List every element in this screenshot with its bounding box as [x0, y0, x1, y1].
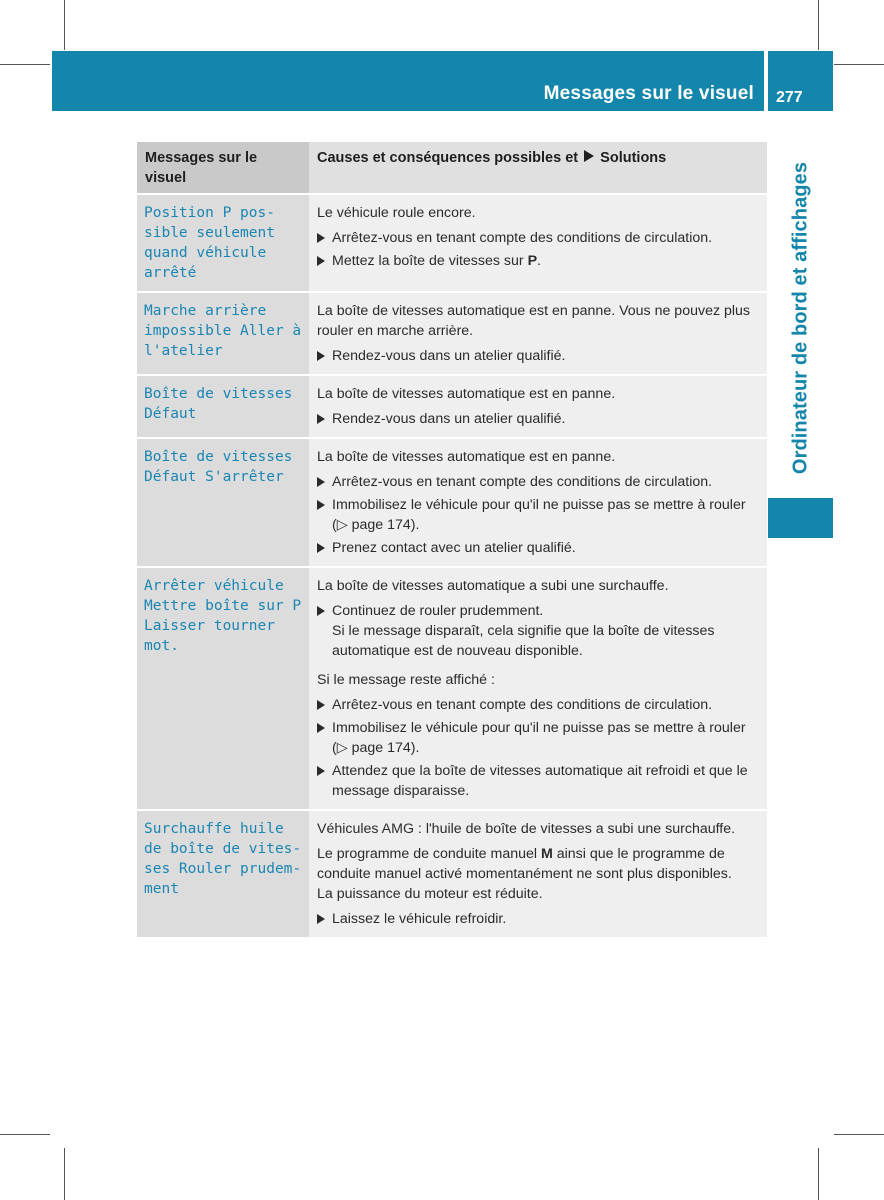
cause-text: Le programme de conduite manuel M ainsi que le programme de conduite manuel activé momentanément ne sont plus disponibles. La puissance du moteur est réduite. — [317, 846, 732, 902]
header-causes — [309, 142, 767, 194]
note-text: Si le message reste affiché : — [317, 672, 495, 688]
message-line: mot. — [144, 638, 179, 654]
message-line: ment — [144, 881, 179, 897]
solution-step: Arrêtez-vous en tenant compte des conditions de circulation. — [317, 472, 761, 492]
message-line: quand véhicule — [144, 245, 267, 261]
step-arrow-icon — [317, 414, 325, 424]
message-line: Défaut — [144, 406, 197, 422]
solution-step: Mettez la boîte de vitesses sur P. — [317, 251, 761, 271]
crop-mark — [0, 1134, 50, 1135]
step-arrow-icon — [317, 606, 325, 616]
table-row — [137, 292, 767, 375]
table-header-row — [137, 142, 767, 194]
message-line: Surchauffe huile — [144, 821, 284, 837]
message-line: Laisser tourner — [144, 618, 275, 634]
cause-cell — [309, 375, 767, 438]
cause-text: Véhicules AMG : l'huile de boîte de vitesses a subi une surchauffe. — [317, 821, 736, 837]
message-line: Marche arrière — [144, 303, 267, 319]
crop-mark — [64, 1148, 65, 1200]
solution-step: Rendez-vous dans un atelier qualifié. — [317, 409, 761, 429]
cause-cell — [309, 438, 767, 567]
solution-step: Continuez de rouler prudemment. Si le message disparaît, cela signifie que la boîte de vitesses automatique est de nouveau disponible. — [317, 601, 761, 661]
display-message — [137, 292, 309, 375]
message-line: ses Rouler prudem- — [144, 861, 302, 877]
header-solutions-label: Solutions — [600, 150, 667, 166]
solution-step: Immobilisez le véhicule pour qu'il ne puisse pas se mettre à rouler (▷ page 174). — [317, 718, 761, 758]
step-arrow-icon — [317, 233, 325, 243]
display-message — [137, 567, 309, 810]
arrow-right-icon — [584, 150, 594, 162]
solution-step: Rendez-vous dans un atelier qualifié. — [317, 346, 761, 366]
cause-cell — [309, 194, 767, 292]
solution-step: Attendez que la boîte de vitesses automatique ait refroidi et que le message disparaisse. — [317, 761, 761, 801]
header-bar — [52, 51, 764, 111]
page-title: Messages sur le visuel — [543, 83, 754, 104]
display-message — [137, 810, 309, 937]
crop-mark — [0, 64, 50, 65]
cause-text: La boîte de vitesses automatique est en panne. — [317, 386, 616, 402]
crop-mark — [818, 1148, 819, 1200]
step-arrow-icon — [317, 500, 325, 510]
message-line: impossible Aller à — [144, 323, 302, 339]
header-messages: Messages sur le visuel — [137, 142, 309, 194]
cause-text: La boîte de vitesses automatique est en panne. Vous ne pouvez plus rouler en marche arrière. — [317, 303, 751, 339]
step-arrow-icon — [317, 766, 325, 776]
message-line: Boîte de vitesses — [144, 449, 293, 465]
solution-step: Arrêtez-vous en tenant compte des conditions de circulation. — [317, 695, 761, 715]
cause-text: La boîte de vitesses automatique est en panne. — [317, 449, 616, 465]
step-arrow-icon — [317, 914, 325, 924]
message-line: Défaut S'arrêter — [144, 469, 284, 485]
solution-step: Prenez contact avec un atelier qualifié. — [317, 538, 761, 558]
side-chapter-tab — [768, 140, 833, 495]
message-line: Arrêter véhicule — [144, 578, 284, 594]
cause-cell — [309, 567, 767, 810]
step-arrow-icon — [317, 723, 325, 733]
crop-mark — [834, 1134, 884, 1135]
page-number: 277 — [776, 89, 803, 106]
crop-mark — [834, 64, 884, 65]
table-row — [137, 567, 767, 810]
display-message — [137, 194, 309, 292]
table-row — [137, 375, 767, 438]
message-line: Mettre boîte sur P — [144, 598, 302, 614]
table-row — [137, 438, 767, 567]
chapter-label: Ordinateur de bord et affichages — [789, 161, 811, 474]
messages-table — [137, 142, 767, 937]
step-arrow-icon — [317, 477, 325, 487]
step-arrow-icon — [317, 700, 325, 710]
message-line: Boîte de vitesses — [144, 386, 293, 402]
message-line: de boîte de vites- — [144, 841, 302, 857]
crop-mark — [818, 0, 819, 50]
step-arrow-icon — [317, 256, 325, 266]
step-arrow-icon — [317, 543, 325, 553]
chapter-marker-block — [768, 498, 833, 538]
header-causes-label: Causes et conséquences possibles et — [317, 150, 579, 166]
solution-step: Immobilisez le véhicule pour qu'il ne puisse pas se mettre à rouler (▷ page 174). — [317, 495, 761, 535]
page-number-box — [768, 51, 833, 111]
cause-cell — [309, 292, 767, 375]
crop-mark — [64, 0, 65, 50]
solution-step: Laissez le véhicule refroidir. — [317, 909, 761, 929]
message-line: Position P pos- — [144, 205, 275, 221]
message-line: sible seulement — [144, 225, 275, 241]
table-row — [137, 810, 767, 937]
table-row — [137, 194, 767, 292]
cause-text: La boîte de vitesses automatique a subi une surchauffe. — [317, 578, 669, 594]
solution-step: Arrêtez-vous en tenant compte des conditions de circulation. — [317, 228, 761, 248]
message-line: arrêté — [144, 265, 197, 281]
message-line: l'atelier — [144, 343, 223, 359]
display-message — [137, 438, 309, 567]
cause-cell — [309, 810, 767, 937]
display-message — [137, 375, 309, 438]
cause-text: Le véhicule roule encore. — [317, 205, 476, 221]
step-arrow-icon — [317, 351, 325, 361]
